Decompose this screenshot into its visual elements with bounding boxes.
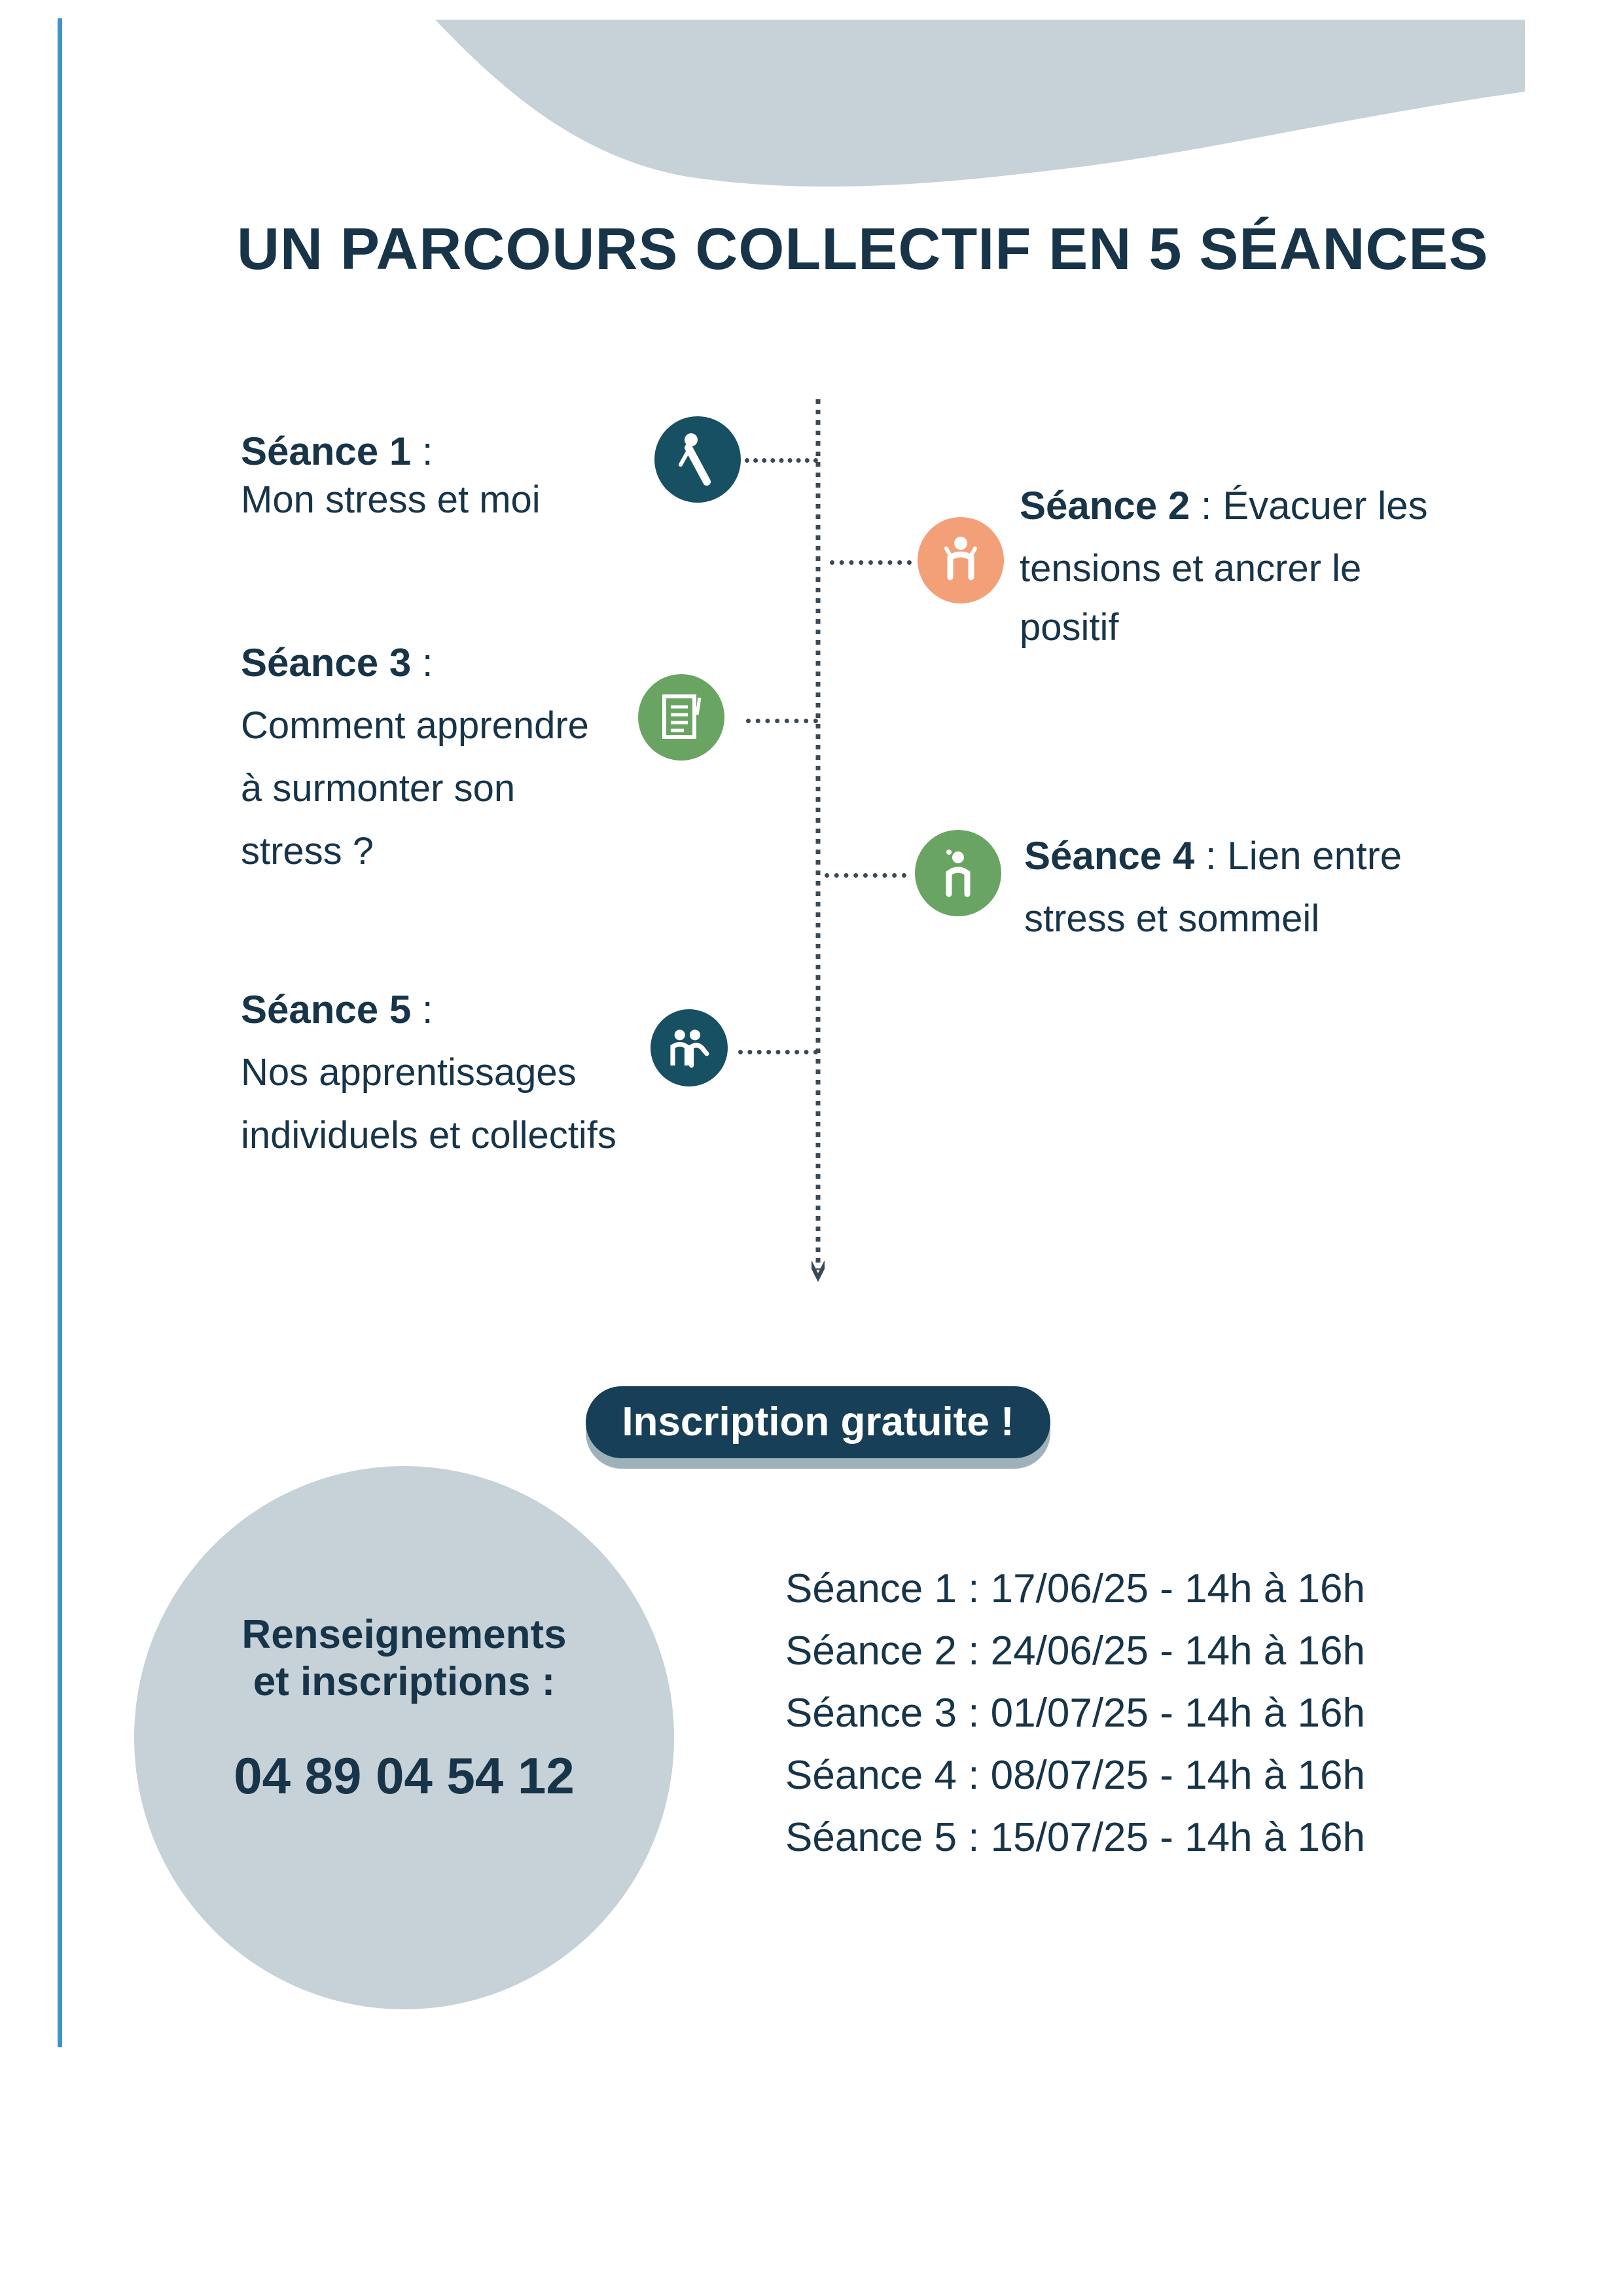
session-1-text: Mon stress et moi [241, 478, 541, 521]
session-1-title: Séance 1 : [241, 429, 433, 473]
top-wave-decoration [0, 0, 1623, 223]
notepad-icon [638, 674, 724, 761]
info-label-line-1: Renseignements [241, 1612, 567, 1657]
session-2-text-line-2: positif [1020, 606, 1119, 649]
session-3-text-line-3: stress ? [241, 830, 374, 872]
session-3-text-line-2: à surmonter son [241, 767, 516, 810]
schedule-item-1: Séance 1 : 17/06/25 - 14h à 16h [785, 1566, 1365, 1611]
schedule-item-3: Séance 3 : 01/07/25 - 14h à 16h [785, 1691, 1365, 1736]
session-3-text-line-1: Comment apprendre [241, 704, 589, 747]
info-label-line-2: et inscriptions : [253, 1659, 556, 1704]
session-2-title: Séance 2 : Évacuer les [1020, 484, 1428, 528]
group-people-icon [651, 1009, 728, 1086]
session-2-text-line-1: tensions et ancrer le [1020, 547, 1362, 590]
info-circle [134, 1466, 674, 2009]
person-sleeping-icon [915, 830, 1001, 916]
session-4-text-line-1: stress et sommeil [1024, 897, 1320, 940]
person-relaxing-icon [918, 517, 1004, 603]
session-5 [241, 978, 616, 1167]
session-5-title: Séance 5 : [241, 988, 433, 1031]
person-meditating-icon [654, 416, 741, 503]
session-3-connector [746, 719, 818, 723]
session-4 [1024, 825, 1402, 950]
session-5-connector [738, 1050, 818, 1054]
session-3 [241, 632, 589, 883]
session-2 [1020, 475, 1428, 659]
phone-number: 04 89 04 54 12 [234, 1747, 575, 1804]
session-3-title: Séance 3 : [241, 641, 433, 685]
info-label [134, 1611, 674, 1706]
session-1-connector [745, 458, 818, 463]
session-5-text-line-2: individuels et collectifs [241, 1114, 616, 1157]
schedule-item-5: Séance 5 : 15/07/25 - 14h à 16h [785, 1815, 1365, 1860]
timeline-arrow [812, 399, 825, 1289]
session-4-connector [825, 873, 906, 878]
session-2-connector [830, 560, 912, 565]
left-accent-line [58, 18, 62, 2047]
inscription-badge: Inscription gratuite ! [586, 1386, 1050, 1458]
session-4-title: Séance 4 : Lien entre [1024, 834, 1402, 878]
session-5-text-line-1: Nos apprentissages [241, 1051, 577, 1094]
page-title: UN PARCOURS COLLECTIF EN 5 SÉANCES [237, 217, 1489, 282]
schedule-list [785, 1558, 1365, 1869]
schedule-item-2: Séance 2 : 24/06/25 - 14h à 16h [785, 1628, 1365, 1674]
session-1 [241, 429, 541, 526]
schedule-item-4: Séance 4 : 08/07/25 - 14h à 16h [785, 1753, 1365, 1798]
